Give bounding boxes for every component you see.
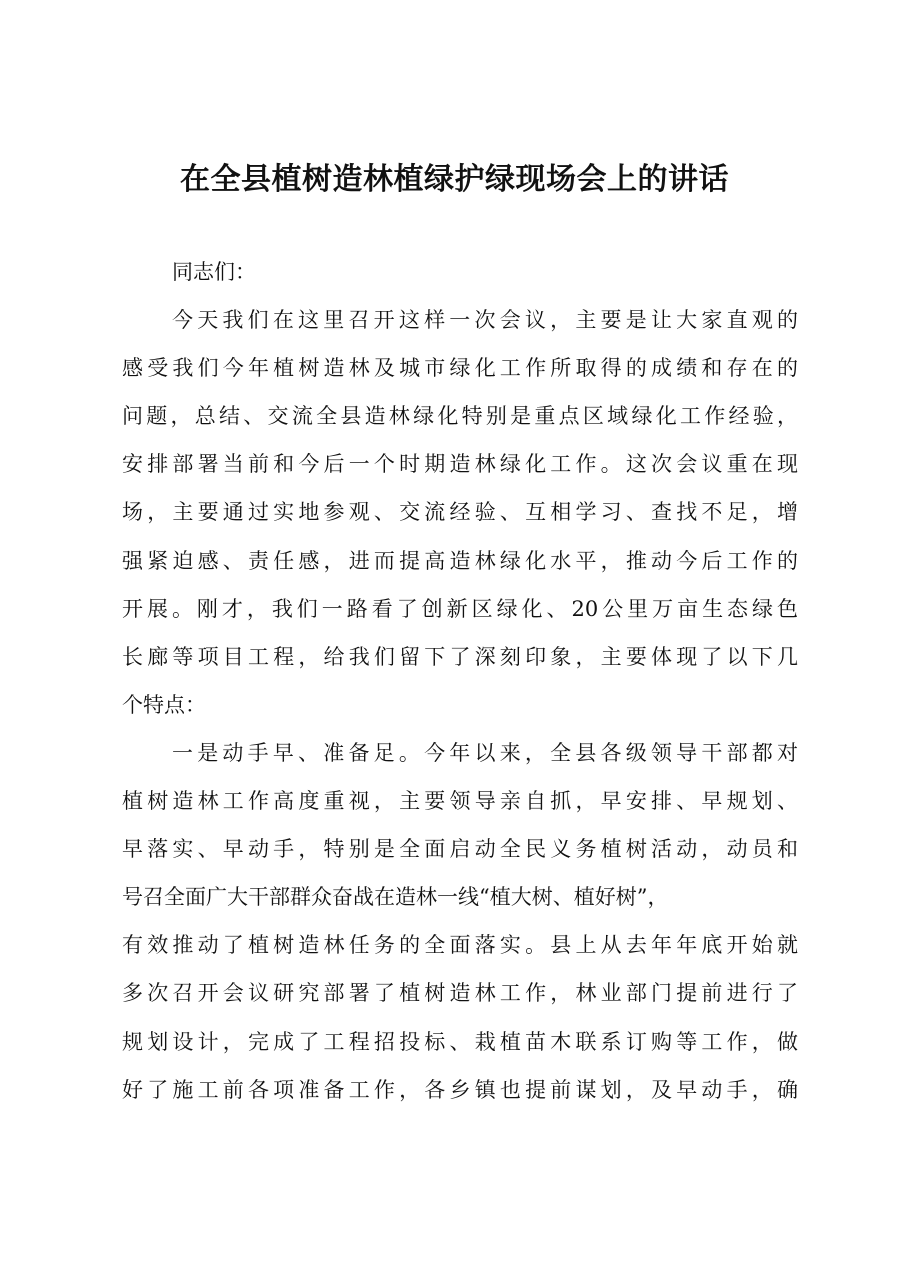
paragraph-1-line-1: 今天我们在这里召开这样一次会议，主要是让大家直观的: [172, 308, 798, 333]
paragraph-1-line-4: 安排部署当前和今后一个时期造林绿化工作。这次会议重在现: [122, 452, 798, 477]
document-body: [122, 248, 798, 1114]
paragraph-1-line-9: 个特点：: [122, 692, 206, 717]
paragraph-2-line-2: 植树造林工作高度重视，主要领导亲自抓，早安排、早规划、: [122, 789, 798, 814]
document-title: 在全县植树造林植绿护绿现场会上的讲话: [180, 162, 729, 197]
paragraph-2-line-1: 一是动手早、准备足。今年以来，全县各级领导干部都对: [172, 740, 798, 765]
paragraph-2-line-5: 有效推动了植树造林任务的全面落实。县上从去年年底开始就: [122, 933, 798, 958]
paragraph-2-line-4: 号召全面广大干部群众奋战在造林一线“植大树、植好树”，: [122, 885, 669, 910]
greeting-line: 同志们：: [172, 260, 256, 284]
paragraph-2-line-8: 好了施工前各项准备工作，各乡镇也提前谋划，及早动手，确: [122, 1077, 798, 1102]
paragraph-2-line-3: 早落实、早动手，特别是全面启动全民义务植树活动，动员和: [122, 837, 798, 862]
paragraph-2-line-6: 多次召开会议研究部署了植树造林工作，林业部门提前进行了: [122, 981, 798, 1006]
paragraph-1-line-5: 场，主要通过实地参观、交流经验、互相学习、查找不足，增: [122, 500, 798, 525]
paragraph-1-line-8: 长廊等项目工程，给我们留下了深刻印象，主要体现了以下几: [122, 644, 798, 669]
paragraph-1-line-6: 强紧迫感、责任感，进而提高造林绿化水平，推动今后工作的: [122, 548, 798, 573]
paragraph-1-line-3: 问题，总结、交流全县造林绿化特别是重点区域绿化工作经验，: [122, 404, 798, 429]
paragraph-2-line-7: 规划设计，完成了工程招投标、栽植苗木联系订购等工作，做: [122, 1029, 798, 1054]
paragraph-1-line-2: 感受我们今年植树造林及城市绿化工作所取得的成绩和存在的: [122, 356, 798, 381]
paragraph-1-line-7: 开展。刚才，我们一路看了创新区绿化、20公里万亩生态绿色: [122, 596, 798, 621]
